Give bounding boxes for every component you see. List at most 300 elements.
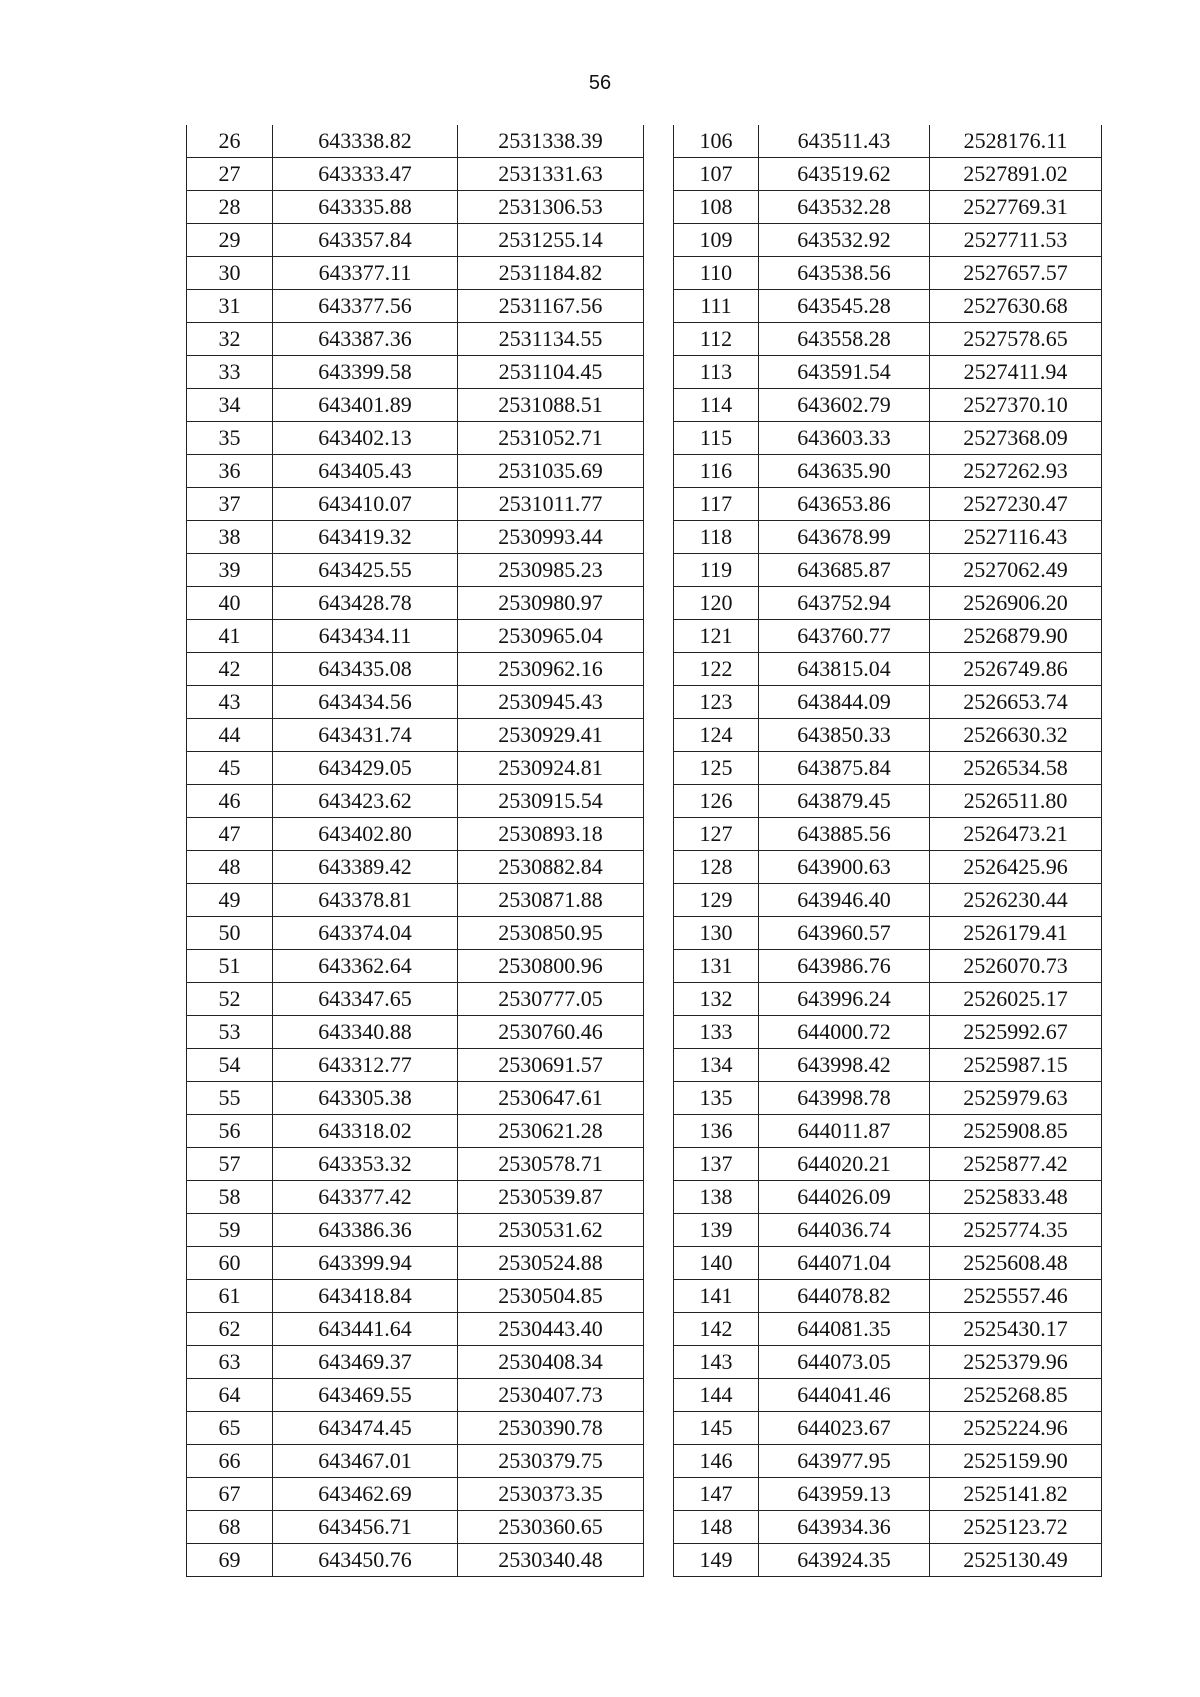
- point-number-cell: 125: [674, 752, 759, 785]
- y-coordinate-cell: 2530373.35: [458, 1478, 644, 1511]
- x-coordinate-cell: 643603.33: [759, 422, 930, 455]
- table-row: [674, 1214, 1102, 1247]
- table-row: [674, 1313, 1102, 1346]
- x-coordinate-cell: 643996.24: [759, 983, 930, 1016]
- table-row: [187, 1049, 644, 1082]
- point-number-cell: 69: [187, 1544, 273, 1577]
- point-number-cell: 35: [187, 422, 273, 455]
- table-row: [674, 1379, 1102, 1412]
- coordinate-table-left-body: [187, 125, 644, 1577]
- y-coordinate-cell: 2530691.57: [458, 1049, 644, 1082]
- table-row: [187, 191, 644, 224]
- x-coordinate-cell: 643685.87: [759, 554, 930, 587]
- table-row: [187, 983, 644, 1016]
- y-coordinate-cell: 2525130.49: [930, 1544, 1102, 1577]
- table-row: [674, 1148, 1102, 1181]
- y-coordinate-cell: 2527262.93: [930, 455, 1102, 488]
- point-number-cell: 112: [674, 323, 759, 356]
- table-row: [674, 851, 1102, 884]
- x-coordinate-cell: 643450.76: [273, 1544, 458, 1577]
- table-row: [187, 1478, 644, 1511]
- point-number-cell: 56: [187, 1115, 273, 1148]
- point-number-cell: 31: [187, 290, 273, 323]
- table-row: [187, 1115, 644, 1148]
- x-coordinate-cell: 643399.94: [273, 1247, 458, 1280]
- y-coordinate-cell: 2525379.96: [930, 1346, 1102, 1379]
- point-number-cell: 118: [674, 521, 759, 554]
- y-coordinate-cell: 2530915.54: [458, 785, 644, 818]
- table-row: [187, 884, 644, 917]
- x-coordinate-cell: 644081.35: [759, 1313, 930, 1346]
- table-row: [187, 851, 644, 884]
- x-coordinate-cell: 643844.09: [759, 686, 930, 719]
- y-coordinate-cell: 2525774.35: [930, 1214, 1102, 1247]
- point-number-cell: 109: [674, 224, 759, 257]
- point-number-cell: 146: [674, 1445, 759, 1478]
- x-coordinate-cell: 643305.38: [273, 1082, 458, 1115]
- x-coordinate-cell: 643347.65: [273, 983, 458, 1016]
- y-coordinate-cell: 2530965.04: [458, 620, 644, 653]
- x-coordinate-cell: 643410.07: [273, 488, 458, 521]
- point-number-cell: 42: [187, 653, 273, 686]
- x-coordinate-cell: 643425.55: [273, 554, 458, 587]
- point-number-cell: 61: [187, 1280, 273, 1313]
- point-number-cell: 51: [187, 950, 273, 983]
- y-coordinate-cell: 2531035.69: [458, 455, 644, 488]
- point-number-cell: 129: [674, 884, 759, 917]
- point-number-cell: 147: [674, 1478, 759, 1511]
- x-coordinate-cell: 643377.42: [273, 1181, 458, 1214]
- point-number-cell: 44: [187, 719, 273, 752]
- point-number-cell: 113: [674, 356, 759, 389]
- x-coordinate-cell: 643374.04: [273, 917, 458, 950]
- table-row: [674, 422, 1102, 455]
- table-row: [674, 653, 1102, 686]
- table-row: [187, 1544, 644, 1577]
- table-row: [674, 1544, 1102, 1577]
- x-coordinate-cell: 643532.28: [759, 191, 930, 224]
- x-coordinate-cell: 644000.72: [759, 1016, 930, 1049]
- table-row: [674, 1016, 1102, 1049]
- point-number-cell: 54: [187, 1049, 273, 1082]
- table-row: [187, 917, 644, 950]
- table-row: [187, 521, 644, 554]
- point-number-cell: 27: [187, 158, 273, 191]
- y-coordinate-cell: 2525908.85: [930, 1115, 1102, 1148]
- table-row: [674, 455, 1102, 488]
- point-number-cell: 124: [674, 719, 759, 752]
- y-coordinate-cell: 2525268.85: [930, 1379, 1102, 1412]
- y-coordinate-cell: 2530408.34: [458, 1346, 644, 1379]
- x-coordinate-cell: 644071.04: [759, 1247, 930, 1280]
- x-coordinate-cell: 643558.28: [759, 323, 930, 356]
- point-number-cell: 58: [187, 1181, 273, 1214]
- x-coordinate-cell: 644023.67: [759, 1412, 930, 1445]
- y-coordinate-cell: 2530850.95: [458, 917, 644, 950]
- x-coordinate-cell: 643386.36: [273, 1214, 458, 1247]
- y-coordinate-cell: 2527230.47: [930, 488, 1102, 521]
- point-number-cell: 133: [674, 1016, 759, 1049]
- table-row: [674, 1181, 1102, 1214]
- y-coordinate-cell: 2531011.77: [458, 488, 644, 521]
- x-coordinate-cell: 643885.56: [759, 818, 930, 851]
- table-row: [674, 1082, 1102, 1115]
- point-number-cell: 145: [674, 1412, 759, 1445]
- x-coordinate-cell: 643532.92: [759, 224, 930, 257]
- point-number-cell: 135: [674, 1082, 759, 1115]
- table-row: [674, 917, 1102, 950]
- x-coordinate-cell: 643389.42: [273, 851, 458, 884]
- x-coordinate-cell: 643431.74: [273, 719, 458, 752]
- x-coordinate-cell: 644020.21: [759, 1148, 930, 1181]
- point-number-cell: 55: [187, 1082, 273, 1115]
- x-coordinate-cell: 643900.63: [759, 851, 930, 884]
- point-number-cell: 131: [674, 950, 759, 983]
- y-coordinate-cell: 2525608.48: [930, 1247, 1102, 1280]
- x-coordinate-cell: 643434.56: [273, 686, 458, 719]
- table-row: [187, 158, 644, 191]
- point-number-cell: 67: [187, 1478, 273, 1511]
- y-coordinate-cell: 2530407.73: [458, 1379, 644, 1412]
- point-number-cell: 36: [187, 455, 273, 488]
- y-coordinate-cell: 2530993.44: [458, 521, 644, 554]
- point-number-cell: 33: [187, 356, 273, 389]
- point-number-cell: 134: [674, 1049, 759, 1082]
- point-number-cell: 110: [674, 257, 759, 290]
- y-coordinate-cell: 2530985.23: [458, 554, 644, 587]
- y-coordinate-cell: 2526473.21: [930, 818, 1102, 851]
- y-coordinate-cell: 2530504.85: [458, 1280, 644, 1313]
- x-coordinate-cell: 643602.79: [759, 389, 930, 422]
- x-coordinate-cell: 643402.80: [273, 818, 458, 851]
- y-coordinate-cell: 2530777.05: [458, 983, 644, 1016]
- x-coordinate-cell: 643405.43: [273, 455, 458, 488]
- point-number-cell: 119: [674, 554, 759, 587]
- point-number-cell: 128: [674, 851, 759, 884]
- y-coordinate-cell: 2526906.20: [930, 587, 1102, 620]
- x-coordinate-cell: 643318.02: [273, 1115, 458, 1148]
- x-coordinate-cell: 643353.32: [273, 1148, 458, 1181]
- table-row: [187, 620, 644, 653]
- point-number-cell: 115: [674, 422, 759, 455]
- y-coordinate-cell: 2526070.73: [930, 950, 1102, 983]
- x-coordinate-cell: 643377.56: [273, 290, 458, 323]
- y-coordinate-cell: 2530980.97: [458, 587, 644, 620]
- y-coordinate-cell: 2526749.86: [930, 653, 1102, 686]
- y-coordinate-cell: 2527062.49: [930, 554, 1102, 587]
- y-coordinate-cell: 2530647.61: [458, 1082, 644, 1115]
- y-coordinate-cell: 2526025.17: [930, 983, 1102, 1016]
- x-coordinate-cell: 643815.04: [759, 653, 930, 686]
- x-coordinate-cell: 643959.13: [759, 1478, 930, 1511]
- table-row: [187, 1313, 644, 1346]
- table-row: [187, 1148, 644, 1181]
- coordinate-table-left: [186, 125, 644, 1577]
- point-number-cell: 50: [187, 917, 273, 950]
- table-row: [187, 455, 644, 488]
- x-coordinate-cell: 644011.87: [759, 1115, 930, 1148]
- point-number-cell: 137: [674, 1148, 759, 1181]
- table-row: [674, 785, 1102, 818]
- table-row: [187, 290, 644, 323]
- table-row: [674, 950, 1102, 983]
- y-coordinate-cell: 2527891.02: [930, 158, 1102, 191]
- table-row: [187, 1412, 644, 1445]
- table-row: [187, 125, 644, 158]
- y-coordinate-cell: 2531338.39: [458, 125, 644, 158]
- x-coordinate-cell: 643357.84: [273, 224, 458, 257]
- y-coordinate-cell: 2526179.41: [930, 917, 1102, 950]
- table-row: [674, 389, 1102, 422]
- point-number-cell: 130: [674, 917, 759, 950]
- table-row: [187, 686, 644, 719]
- page-number: 56: [588, 72, 612, 94]
- y-coordinate-cell: 2531104.45: [458, 356, 644, 389]
- point-number-cell: 111: [674, 290, 759, 323]
- y-coordinate-cell: 2530360.65: [458, 1511, 644, 1544]
- x-coordinate-cell: 643401.89: [273, 389, 458, 422]
- table-row: [674, 1346, 1102, 1379]
- y-coordinate-cell: 2531331.63: [458, 158, 644, 191]
- x-coordinate-cell: 643653.86: [759, 488, 930, 521]
- table-row: [187, 818, 644, 851]
- table-row: [674, 1280, 1102, 1313]
- y-coordinate-cell: 2530531.62: [458, 1214, 644, 1247]
- point-number-cell: 38: [187, 521, 273, 554]
- point-number-cell: 116: [674, 455, 759, 488]
- table-row: [187, 1082, 644, 1115]
- x-coordinate-cell: 643377.11: [273, 257, 458, 290]
- point-number-cell: 62: [187, 1313, 273, 1346]
- point-number-cell: 41: [187, 620, 273, 653]
- point-number-cell: 106: [674, 125, 759, 158]
- point-number-cell: 45: [187, 752, 273, 785]
- x-coordinate-cell: 643429.05: [273, 752, 458, 785]
- x-coordinate-cell: 643402.13: [273, 422, 458, 455]
- x-coordinate-cell: 643338.82: [273, 125, 458, 158]
- point-number-cell: 144: [674, 1379, 759, 1412]
- x-coordinate-cell: 643635.90: [759, 455, 930, 488]
- x-coordinate-cell: 643875.84: [759, 752, 930, 785]
- point-number-cell: 64: [187, 1379, 273, 1412]
- y-coordinate-cell: 2525430.17: [930, 1313, 1102, 1346]
- table-row: [674, 1049, 1102, 1082]
- table-row: [187, 653, 644, 686]
- point-number-cell: 32: [187, 323, 273, 356]
- table-row: [187, 356, 644, 389]
- table-row: [187, 587, 644, 620]
- y-coordinate-cell: 2530893.18: [458, 818, 644, 851]
- table-row: [187, 389, 644, 422]
- point-number-cell: 30: [187, 257, 273, 290]
- y-coordinate-cell: 2530539.87: [458, 1181, 644, 1214]
- table-row: [187, 488, 644, 521]
- point-number-cell: 121: [674, 620, 759, 653]
- point-number-cell: 117: [674, 488, 759, 521]
- table-row: [674, 719, 1102, 752]
- table-row: [187, 554, 644, 587]
- point-number-cell: 26: [187, 125, 273, 158]
- point-number-cell: 143: [674, 1346, 759, 1379]
- y-coordinate-cell: 2531088.51: [458, 389, 644, 422]
- y-coordinate-cell: 2531255.14: [458, 224, 644, 257]
- x-coordinate-cell: 643519.62: [759, 158, 930, 191]
- table-row: [674, 191, 1102, 224]
- point-number-cell: 66: [187, 1445, 273, 1478]
- table-row: [674, 1445, 1102, 1478]
- y-coordinate-cell: 2530945.43: [458, 686, 644, 719]
- y-coordinate-cell: 2531167.56: [458, 290, 644, 323]
- point-number-cell: 148: [674, 1511, 759, 1544]
- y-coordinate-cell: 2530621.28: [458, 1115, 644, 1148]
- y-coordinate-cell: 2527657.57: [930, 257, 1102, 290]
- table-row: [674, 818, 1102, 851]
- point-number-cell: 52: [187, 983, 273, 1016]
- y-coordinate-cell: 2530882.84: [458, 851, 644, 884]
- table-row: [187, 1445, 644, 1478]
- x-coordinate-cell: 643879.45: [759, 785, 930, 818]
- x-coordinate-cell: 643538.56: [759, 257, 930, 290]
- point-number-cell: 107: [674, 158, 759, 191]
- point-number-cell: 46: [187, 785, 273, 818]
- table-row: [674, 983, 1102, 1016]
- x-coordinate-cell: 643752.94: [759, 587, 930, 620]
- table-row: [187, 1346, 644, 1379]
- point-number-cell: 127: [674, 818, 759, 851]
- y-coordinate-cell: 2530443.40: [458, 1313, 644, 1346]
- table-row: [187, 1280, 644, 1313]
- x-coordinate-cell: 643335.88: [273, 191, 458, 224]
- table-row: [674, 257, 1102, 290]
- point-number-cell: 108: [674, 191, 759, 224]
- point-number-cell: 49: [187, 884, 273, 917]
- table-row: [674, 488, 1102, 521]
- x-coordinate-cell: 643435.08: [273, 653, 458, 686]
- x-coordinate-cell: 643850.33: [759, 719, 930, 752]
- y-coordinate-cell: 2526653.74: [930, 686, 1102, 719]
- y-coordinate-cell: 2525123.72: [930, 1511, 1102, 1544]
- x-coordinate-cell: 643986.76: [759, 950, 930, 983]
- point-number-cell: 140: [674, 1247, 759, 1280]
- x-coordinate-cell: 644026.09: [759, 1181, 930, 1214]
- point-number-cell: 48: [187, 851, 273, 884]
- point-number-cell: 142: [674, 1313, 759, 1346]
- y-coordinate-cell: 2531306.53: [458, 191, 644, 224]
- y-coordinate-cell: 2527116.43: [930, 521, 1102, 554]
- y-coordinate-cell: 2526534.58: [930, 752, 1102, 785]
- y-coordinate-cell: 2531052.71: [458, 422, 644, 455]
- table-row: [674, 323, 1102, 356]
- y-coordinate-cell: 2527368.09: [930, 422, 1102, 455]
- coordinate-table-right-body: [674, 125, 1102, 1577]
- table-row: [674, 125, 1102, 158]
- coordinate-table-right: [673, 125, 1102, 1577]
- table-row: [674, 752, 1102, 785]
- x-coordinate-cell: 643946.40: [759, 884, 930, 917]
- point-number-cell: 139: [674, 1214, 759, 1247]
- x-coordinate-cell: 643545.28: [759, 290, 930, 323]
- table-row: [674, 521, 1102, 554]
- x-coordinate-cell: 643998.42: [759, 1049, 930, 1082]
- table-row: [187, 1016, 644, 1049]
- y-coordinate-cell: 2526425.96: [930, 851, 1102, 884]
- x-coordinate-cell: 643678.99: [759, 521, 930, 554]
- point-number-cell: 47: [187, 818, 273, 851]
- table-row: [187, 257, 644, 290]
- point-number-cell: 136: [674, 1115, 759, 1148]
- point-number-cell: 123: [674, 686, 759, 719]
- x-coordinate-cell: 643441.64: [273, 1313, 458, 1346]
- table-row: [187, 224, 644, 257]
- table-row: [674, 158, 1102, 191]
- point-number-cell: 141: [674, 1280, 759, 1313]
- point-number-cell: 65: [187, 1412, 273, 1445]
- point-number-cell: 43: [187, 686, 273, 719]
- x-coordinate-cell: 643387.36: [273, 323, 458, 356]
- y-coordinate-cell: 2526879.90: [930, 620, 1102, 653]
- point-number-cell: 34: [187, 389, 273, 422]
- x-coordinate-cell: 643312.77: [273, 1049, 458, 1082]
- y-coordinate-cell: 2526511.80: [930, 785, 1102, 818]
- x-coordinate-cell: 643340.88: [273, 1016, 458, 1049]
- x-coordinate-cell: 643418.84: [273, 1280, 458, 1313]
- point-number-cell: 37: [187, 488, 273, 521]
- table-row: [187, 1511, 644, 1544]
- table-row: [674, 1412, 1102, 1445]
- x-coordinate-cell: 643419.32: [273, 521, 458, 554]
- x-coordinate-cell: 643423.62: [273, 785, 458, 818]
- point-number-cell: 57: [187, 1148, 273, 1181]
- y-coordinate-cell: 2530390.78: [458, 1412, 644, 1445]
- x-coordinate-cell: 643378.81: [273, 884, 458, 917]
- point-number-cell: 59: [187, 1214, 273, 1247]
- y-coordinate-cell: 2525877.42: [930, 1148, 1102, 1181]
- table-row: [674, 224, 1102, 257]
- x-coordinate-cell: 643998.78: [759, 1082, 930, 1115]
- table-row: [674, 554, 1102, 587]
- y-coordinate-cell: 2530578.71: [458, 1148, 644, 1181]
- x-coordinate-cell: 643469.55: [273, 1379, 458, 1412]
- y-coordinate-cell: 2527411.94: [930, 356, 1102, 389]
- x-coordinate-cell: 643511.43: [759, 125, 930, 158]
- x-coordinate-cell: 643362.64: [273, 950, 458, 983]
- x-coordinate-cell: 643333.47: [273, 158, 458, 191]
- point-number-cell: 132: [674, 983, 759, 1016]
- y-coordinate-cell: 2525159.90: [930, 1445, 1102, 1478]
- x-coordinate-cell: 643760.77: [759, 620, 930, 653]
- x-coordinate-cell: 644041.46: [759, 1379, 930, 1412]
- point-number-cell: 60: [187, 1247, 273, 1280]
- y-coordinate-cell: 2526230.44: [930, 884, 1102, 917]
- point-number-cell: 68: [187, 1511, 273, 1544]
- point-number-cell: 39: [187, 554, 273, 587]
- table-row: [674, 884, 1102, 917]
- point-number-cell: 114: [674, 389, 759, 422]
- x-coordinate-cell: 644073.05: [759, 1346, 930, 1379]
- y-coordinate-cell: 2525987.15: [930, 1049, 1102, 1082]
- table-row: [187, 1247, 644, 1280]
- point-number-cell: 28: [187, 191, 273, 224]
- table-row: [187, 1214, 644, 1247]
- table-row: [187, 422, 644, 455]
- y-coordinate-cell: 2530924.81: [458, 752, 644, 785]
- y-coordinate-cell: 2530962.16: [458, 653, 644, 686]
- y-coordinate-cell: 2531184.82: [458, 257, 644, 290]
- y-coordinate-cell: 2525224.96: [930, 1412, 1102, 1445]
- x-coordinate-cell: 643434.11: [273, 620, 458, 653]
- x-coordinate-cell: 643456.71: [273, 1511, 458, 1544]
- table-row: [187, 1181, 644, 1214]
